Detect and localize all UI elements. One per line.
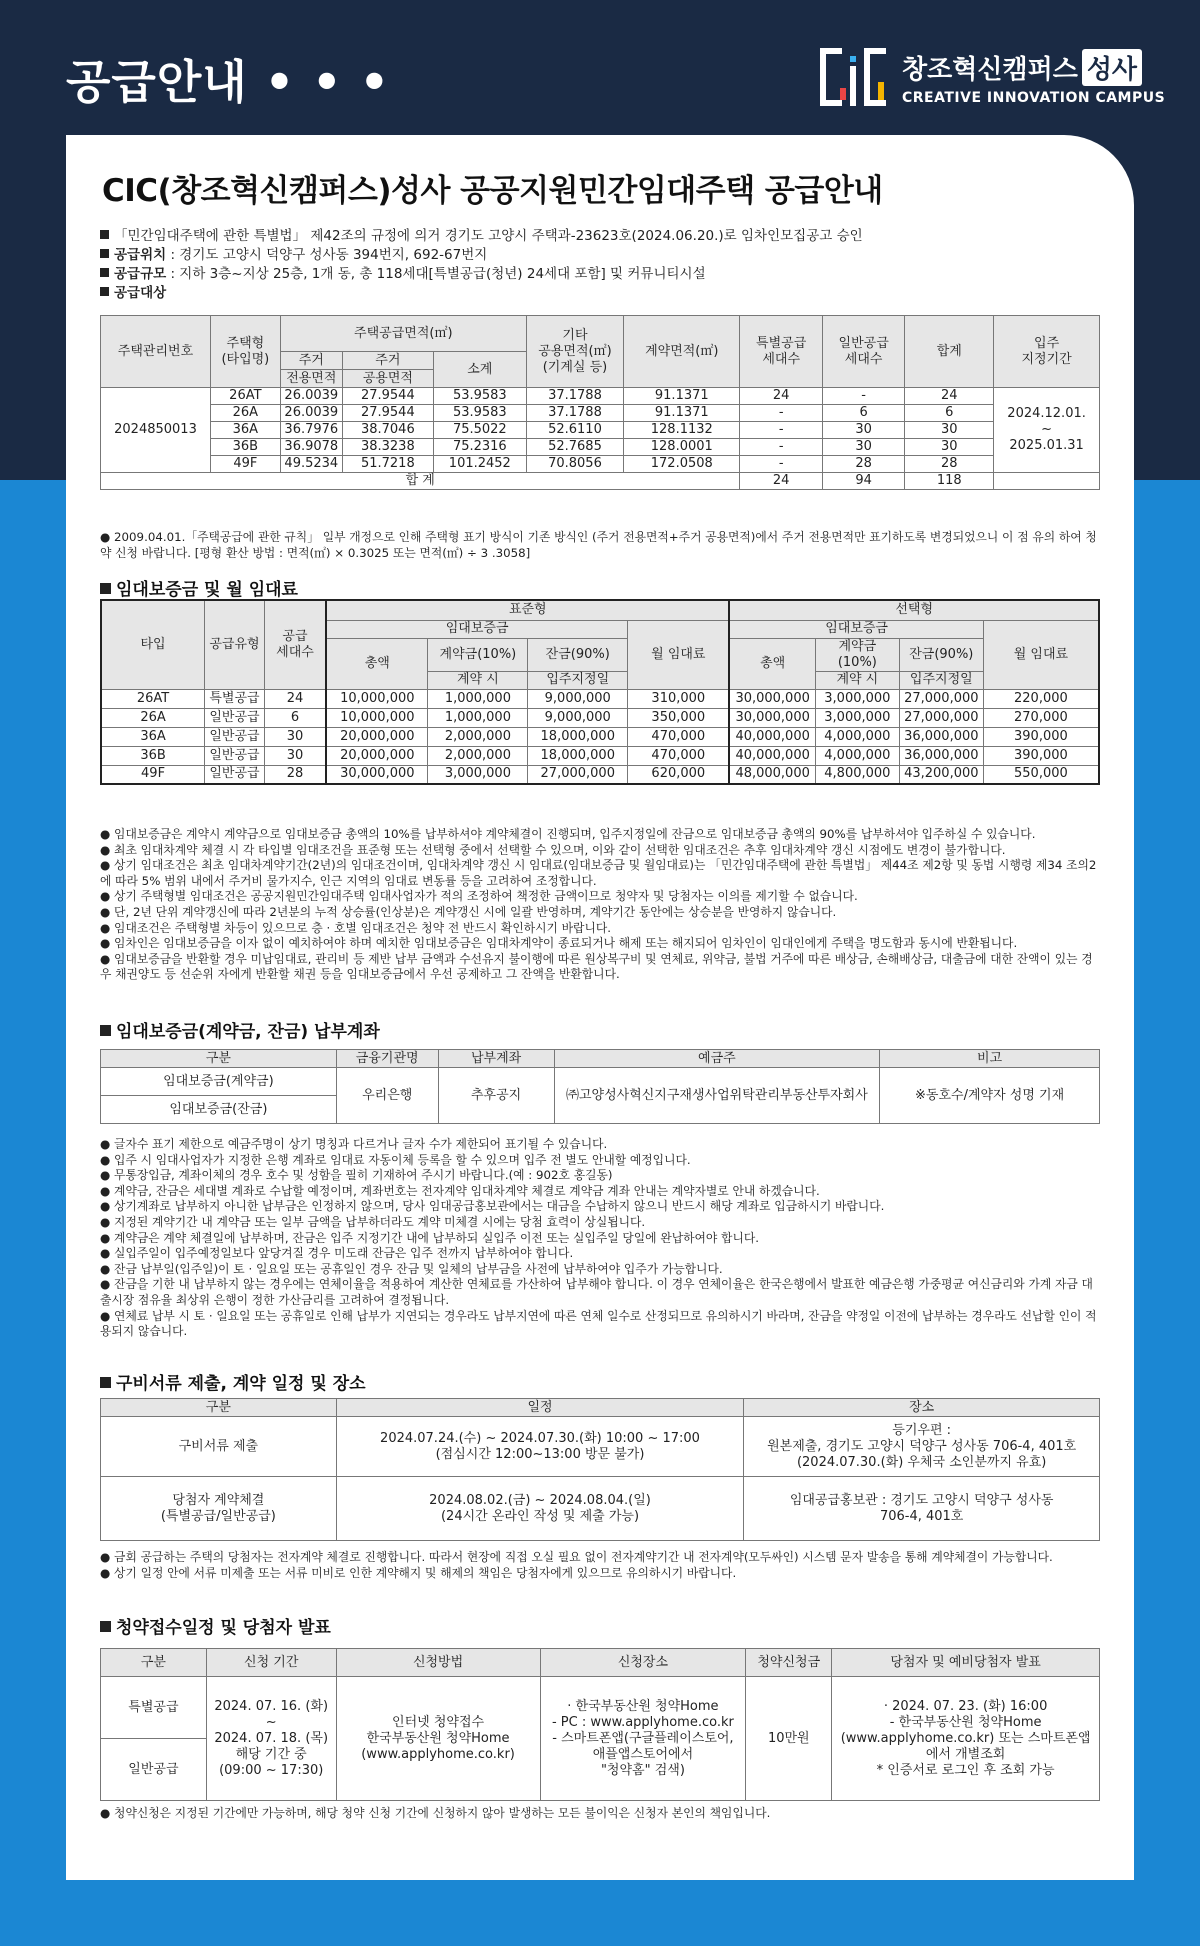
col-general: 일반공급 세대수 (822, 316, 904, 388)
supply-row (101, 388, 1100, 405)
col-mgmt-no: 주택관리번호 (101, 316, 211, 388)
supply-cell: 30 (905, 422, 994, 439)
col-holder: 예금주 (554, 1050, 880, 1068)
supply-cell: 30 (905, 439, 994, 456)
supply-cell: 6 (822, 405, 904, 422)
rent-row (101, 689, 1099, 708)
rent-cell: 2,000,000 (428, 746, 528, 765)
note-item: ● 계약금, 잔금은 세대별 계좌로 수납할 예정이며, 계좌번호는 전자계약 임대차계약 체결로 계약금 계좌 안내는 계약자별로 안내 하겠습니다. (100, 1183, 820, 1198)
supply-cell: 26A (210, 405, 280, 422)
contract-kind: 당첨자 계약체결 (특별공급/일반공급) (101, 1477, 337, 1541)
col-opt-down-sub: 계약 시 (815, 671, 899, 689)
rent-cell: 30,000,000 (326, 765, 428, 784)
col-std-down: 계약금(10%) (428, 638, 528, 671)
col-opt-monthly: 월 임대료 (983, 620, 1099, 689)
col-contract-area: 계약면적(㎡) (624, 316, 740, 388)
rent-cell: 28 (264, 765, 326, 784)
rent-section-title: 임대보증금 및 월 임대료 (100, 575, 298, 600)
rent-cell: 18,000,000 (528, 727, 628, 746)
rent-cell: 27,000,000 (528, 765, 628, 784)
mgmt-no: 2024850013 (101, 388, 211, 473)
rent-cell: 10,000,000 (326, 708, 428, 727)
col-type: 타입 (101, 600, 205, 689)
total-cell: 94 (822, 473, 904, 490)
rent-cell: 4,000,000 (815, 746, 899, 765)
col-optional: 선택형 (729, 600, 1099, 620)
rent-cell: 390,000 (983, 746, 1099, 765)
col-std-total: 총액 (326, 638, 428, 689)
intro-item: 「민간임대주택에 관한 특별법」 제42조의 규정에 의거 경기도 고양시 주택과-23623호(2024.06.20.)로 임차인모집공고 승인 (100, 227, 863, 246)
apply-announce: · 2024. 07. 23. (화) 16:00 - 한국부동산원 청약Home (www.applyhome.co.kr) 또는 스마트폰앱 에서 개별조회 * 인증서로 로그인 후 조회 가능 (832, 1677, 1100, 1801)
note-item: ● 지정된 계약기간 내 계약금 또는 일부 금액을 납부하더라도 계약 미체결 시에는 당첨 효력이 상실됩니다. (100, 1214, 646, 1229)
document-title: CIC(창조혁신캠퍼스)성사 공공지원민간임대주택 공급안내 (102, 173, 883, 209)
col-kind: 구분 (101, 1399, 337, 1417)
col-period: 신청 기간 (206, 1649, 336, 1677)
col-subtotal: 소계 (433, 352, 526, 388)
col-std-deposit: 임대보증금 (326, 620, 628, 638)
supply-cell: 36A (210, 422, 280, 439)
rent-cell: 30,000,000 (729, 689, 815, 708)
rent-cell: 470,000 (628, 727, 730, 746)
docs-place: 등기우편 : 원본제출, 경기도 고양시 덕양구 성사동 706-4, 401호 (2024.07.30.(화) 우체국 소인분까지 유효) (744, 1417, 1100, 1477)
col-remark: 비고 (880, 1050, 1100, 1068)
supply-cell: 52.6110 (526, 422, 623, 439)
supply-cell: 26.0039 (280, 405, 342, 422)
rent-cell: 27,000,000 (899, 708, 983, 727)
rent-cell: 일반공급 (205, 746, 265, 765)
col-method: 신청방법 (336, 1649, 540, 1677)
note-item: ● 무통장입금, 계좌이체의 경우 호수 및 성함을 필히 기재하여 주시기 바랍니다.(예 : 902호 홍길동) (100, 1168, 613, 1183)
col-area-group: 주택공급면적(㎡) (280, 316, 526, 352)
intro-item: 공급위치 : 경기도 고양시 덕양구 성사동 394번지, 692-67번지 (100, 246, 863, 265)
apply-table (100, 1648, 1100, 1801)
rent-cell: 40,000,000 (729, 746, 815, 765)
rent-row (101, 708, 1099, 727)
rent-cell: 350,000 (628, 708, 730, 727)
rent-notes (100, 827, 1100, 983)
supply-cell: 36B (210, 439, 280, 456)
total-empty (994, 473, 1100, 490)
col-resid-sub: 전용면적 (280, 370, 342, 388)
rent-cell: 43,200,000 (899, 765, 983, 784)
supply-cell: 28 (905, 456, 994, 473)
supply-cell: 128.0001 (624, 439, 740, 456)
supply-cell: 91.1371 (624, 388, 740, 405)
col-kind: 구분 (101, 1050, 337, 1068)
supply-cell: 24 (740, 388, 822, 405)
rent-cell: 620,000 (628, 765, 730, 784)
docs-table (100, 1398, 1100, 1541)
rent-cell: 3,000,000 (815, 689, 899, 708)
rent-cell: 일반공급 (205, 727, 265, 746)
rent-cell: 27,000,000 (899, 689, 983, 708)
col-special: 특별공급 세대수 (740, 316, 822, 388)
rent-cell: 3,000,000 (815, 708, 899, 727)
rent-cell: 4,800,000 (815, 765, 899, 784)
note-item: ● 상기 일정 안에 서류 미제출 또는 서류 미비로 인한 계약해지 및 해제의 책임은 당첨자에게 있으므로 유의하시기 바랍니다. (100, 1565, 737, 1580)
col-period: 입주 지정기간 (994, 316, 1100, 388)
total-label: 합 계 (101, 473, 740, 490)
supply-table (100, 315, 1100, 490)
col-opt-total: 총액 (729, 638, 815, 689)
account-table (100, 1049, 1100, 1124)
total-cell: 118 (905, 473, 994, 490)
rent-cell: 36B (101, 746, 205, 765)
col-units: 공급 세대수 (264, 600, 326, 689)
rent-cell: 36,000,000 (899, 746, 983, 765)
bank-name: 우리은행 (336, 1068, 438, 1124)
rent-cell: 24 (264, 689, 326, 708)
col-place: 장소 (744, 1399, 1100, 1417)
rent-cell: 550,000 (983, 765, 1099, 784)
supply-cell: 38.7046 (342, 422, 433, 439)
supply-cell: - (822, 388, 904, 405)
supply-cell: 70.8056 (526, 456, 623, 473)
col-opt-deposit: 임대보증금 (729, 620, 983, 638)
rent-cell: 20,000,000 (326, 727, 428, 746)
supply-row (101, 456, 1100, 473)
supply-cell: 53.9583 (433, 405, 526, 422)
rent-cell: 9,000,000 (528, 708, 628, 727)
rent-cell: 36A (101, 727, 205, 746)
account-notes (100, 1137, 1100, 1340)
supply-cell: 36.7976 (280, 422, 342, 439)
supply-row (101, 405, 1100, 422)
supply-cell: 49.5234 (280, 456, 342, 473)
note-item: ● 상기 임대조건은 최초 임대차계약기간(2년)의 임대조건이며, 임대차계약 갱신 시 임대료(임대보증금 및 월임대료)는 「민간임대주택에 관한 특별법」 제44조 제2항 및 동법 시행령 제34 조의2에 따라 5% 범위 내에서 주거비 물가지수, 인근 지역의 임대료 변동률 등을 고려하여 조정합니다. (100, 858, 1097, 888)
supply-cell: 37.1788 (526, 388, 623, 405)
supply-note: ● 2009.04.01.「주택공급에 관한 규칙」 일부 개정으로 인해 주택형 표기 방식이 기존 방식인 (주거 전용면적+주거 공용면적)에서 주거 전용면적만 표기하도록 변경되었으니 이 점 유의 하여 청약 신청 바랍니다. [평형 환산 방법 : 면적(㎡) × 0.3025 또는 면적(㎡) ÷ 3 .3058] (100, 530, 1097, 560)
supply-cell: 51.7218 (342, 456, 433, 473)
note-item: ● 잔금 납부일(입주일)이 토 · 일요일 또는 공휴일인 경우 잔금 및 일체의 납부금을 사전에 납부하여야 입주가 가능합니다. (100, 1261, 723, 1276)
cic-logo-icon (820, 48, 888, 106)
rent-cell: 3,000,000 (428, 765, 528, 784)
apply-place: · 한국부동산원 청약Home - PC : www.applyhome.co.kr - 스마트폰앱(구글플레이스토어, 애플앱스토어에서 "청약홈" 검색) (540, 1677, 746, 1801)
col-type: 주택형 (타입명) (210, 316, 280, 388)
total-cell: 24 (740, 473, 822, 490)
note-item: ● 잔금을 기한 내 납부하지 않는 경우에는 연체이율을 적용하여 계산한 연체료를 가산하여 납부해야 합니다. 이 경우 연체이율은 한국은행에서 발표한 예금은행 가중평균 여신금리와 가계 자금 대출시장 점유율 최상위 은행이 정한 가산금리를 고려하여 결정됩니다. (100, 1277, 1093, 1307)
col-std-down-sub: 계약 시 (428, 671, 528, 689)
account-section-title: 임대보증금(계약금, 잔금) 납부계좌 (100, 1017, 380, 1042)
apply-fee: 10만원 (746, 1677, 832, 1801)
account-number: 추후공지 (438, 1068, 554, 1124)
supply-cell: 101.2452 (433, 456, 526, 473)
supply-cell: 6 (905, 405, 994, 422)
supply-cell: 36.9078 (280, 439, 342, 456)
rent-row (101, 727, 1099, 746)
supply-total-row (101, 473, 1100, 490)
rent-cell: 4,000,000 (815, 727, 899, 746)
account-holder: ㈜고양성사혁신지구재생사업위탁관리부동산투자회사 (554, 1068, 880, 1124)
kind-special: 특별공급 (101, 1677, 207, 1739)
col-kind: 공급유형 (205, 600, 265, 689)
supply-row (101, 422, 1100, 439)
intro-list (100, 227, 863, 303)
logo-name: 창조혁신캠퍼스 (902, 54, 1078, 85)
docs-kind: 구비서류 제출 (101, 1417, 337, 1477)
col-bank: 금융기관명 (336, 1050, 438, 1068)
row-label: 임대보증금(계약금) (101, 1068, 337, 1096)
rent-cell: 36,000,000 (899, 727, 983, 746)
rent-cell: 9,000,000 (528, 689, 628, 708)
rent-cell: 49F (101, 765, 205, 784)
note-item: ● 연체료 납부 시 토 · 일요일 또는 공휴일로 인해 납부가 지연되는 경우라도 납부지연에 따른 연체 일수로 산정되므로 유의하시기 바라며, 잔금을 약정일 이전에 납부하는 경우라도 선납할 인이 적용되지 않습니다. (100, 1308, 1097, 1339)
logo-highlight: 성사 (1082, 49, 1142, 86)
rent-cell: 310,000 (628, 689, 730, 708)
row-label: 임대보증금(잔금) (101, 1096, 337, 1124)
rent-cell: 일반공급 (205, 708, 265, 727)
supply-cell: 53.9583 (433, 388, 526, 405)
note-item: ● 상기 주택형별 임대조건은 공공지원민간임대주택 임대사업자가 적의 조정하여 책정한 금액이므로 청약자 및 당첨자는 이의를 제기할 수 없습니다. (100, 889, 858, 904)
supply-cell: - (740, 422, 822, 439)
kind-general: 일반공급 (101, 1739, 207, 1801)
rent-cell: 2,000,000 (428, 727, 528, 746)
rent-cell: 30 (264, 746, 326, 765)
supply-cell: 91.1371 (624, 405, 740, 422)
note-item: ● 임대보증금을 반환할 경우 미납임대료, 관리비 등 제반 납부 금액과 수선유지 불이행에 따른 원상복구비 및 연체료, 위약금, 불법 거주에 따른 배상금, 손해배상금, 대출금에 대한 잔액이 있는 경우 채권양도 등 선순위 자에게 반환할 채권 등을 임대보증금에서 우선 공제하고 그 잔액을 반환합니다. (100, 951, 1093, 982)
col-std-balance: 잔금(90%) (528, 638, 628, 671)
supply-cell: 49F (210, 456, 280, 473)
account-remark: ※동호수/계약자 성명 기재 (880, 1068, 1100, 1124)
rent-cell: 40,000,000 (729, 727, 815, 746)
note-item: ● 글자수 표기 제한으로 예금주명이 상기 명칭과 다르거나 글자 수가 제한되어 표기될 수 있습니다. (100, 1137, 608, 1151)
supply-cell: 128.1132 (624, 422, 740, 439)
col-total: 합계 (905, 316, 994, 388)
supply-cell: 75.5022 (433, 422, 526, 439)
rent-cell: 특별공급 (205, 689, 265, 708)
supply-cell: 38.3238 (342, 439, 433, 456)
apply-period: 2024. 07. 16. (화) ~ 2024. 07. 18. (목) 해당 기간 중 (09:00 ~ 17:30) (206, 1677, 336, 1801)
rent-cell: 30,000,000 (729, 708, 815, 727)
col-opt-down: 계약금 (10%) (815, 638, 899, 671)
supply-cell: 27.9544 (342, 388, 433, 405)
col-account: 납부계좌 (438, 1050, 554, 1068)
note-item: ● 임대보증금은 계약시 계약금으로 임대보증금 총액의 10%를 납부하셔야 계약체결이 진행되며, 입주지정일에 잔금으로 임대보증금 총액의 90%를 납부하셔야 입주하실 수 있습니다. (100, 827, 1036, 841)
move-in-period: 2024.12.01. ~ 2025.01.31 (994, 388, 1100, 473)
contract-place: 임대공급홍보관 : 경기도 고양시 덕양구 성사동 706-4, 401호 (744, 1477, 1100, 1541)
note-item: ● 금회 공급하는 주택의 당첨자는 전자계약 체결로 진행합니다. 따라서 현장에 직접 오실 필요 없이 전자계약기간 내 전자계약(모두싸인) 시스템 문자 발송을 통해 계약체결이 가능합니다. (100, 1550, 1053, 1564)
supply-cell: 75.2316 (433, 439, 526, 456)
supply-cell: - (740, 439, 822, 456)
note-item: ● 단, 2년 단위 계약갱신에 따라 2년분의 누적 상승률(인상분)은 계약갱신 시에 일괄 반영하며, 계약기간 동안에는 상승분을 반영하지 않습니다. (100, 904, 837, 919)
docs-section-title: 구비서류 제출, 계약 일정 및 장소 (100, 1369, 366, 1394)
col-other-area: 기타 공용면적(㎡) (기계실 등) (526, 316, 623, 388)
rent-cell: 470,000 (628, 746, 730, 765)
rent-cell: 30 (264, 727, 326, 746)
logo-tagline: CREATIVE INNOVATION CAMPUS (902, 89, 1166, 106)
intro-item: 공급대상 (100, 284, 863, 303)
col-place: 신청장소 (540, 1649, 746, 1677)
apply-method: 인터넷 청약접수 한국부동산원 청약Home (www.applyhome.co.kr) (336, 1677, 540, 1801)
col-std-monthly: 월 임대료 (628, 620, 730, 689)
intro-item: 공급규모 : 지하 3층~지상 25층, 1개 동, 총 118세대[특별공급(청년) 24세대 포함] 및 커뮤니티시설 (100, 265, 863, 284)
supply-cell: - (740, 456, 822, 473)
rent-cell: 390,000 (983, 727, 1099, 746)
notice-card (66, 135, 1134, 1880)
rent-cell: 6 (264, 708, 326, 727)
supply-cell: 28 (822, 456, 904, 473)
rent-cell: 270,000 (983, 708, 1099, 727)
apply-note: ● 청약신청은 지정된 기간에만 가능하며, 해당 청약 신청 기간에 신청하지 않아 발생하는 모든 불이익은 신청자 본인의 책임입니다. (100, 1806, 771, 1820)
rent-cell: 일반공급 (205, 765, 265, 784)
col-std-balance-sub: 입주지정일 (528, 671, 628, 689)
rent-table (100, 599, 1100, 785)
rent-cell: 220,000 (983, 689, 1099, 708)
supply-cell: 26AT (210, 388, 280, 405)
supply-row (101, 439, 1100, 456)
note-item: ● 계약금은 계약 체결일에 납부하며, 잔금은 입주 지정기간 내에 납부하되 실입주 이전 또는 실입주일 당일에 완납하여야 합니다. (100, 1230, 759, 1245)
note-item: ● 입주 시 임대사업자가 지정한 은행 계좌로 임대료 자동이체 등록을 할 수 있으며 입주 전 별도 안내할 예정입니다. (100, 1152, 691, 1167)
col-opt-balance-sub: 입주지정일 (899, 671, 983, 689)
apply-section-title: 청약접수일정 및 당첨자 발표 (100, 1613, 331, 1638)
rent-row (101, 765, 1099, 784)
rent-cell: 1,000,000 (428, 689, 528, 708)
docs-notes (100, 1550, 1100, 1581)
rent-cell: 48,000,000 (729, 765, 815, 784)
supply-cell: 52.7685 (526, 439, 623, 456)
contract-schedule: 2024.08.02.(금) ~ 2024.08.04.(일) (24시간 온라인 작성 및 제출 가능) (336, 1477, 744, 1541)
col-kind: 구분 (101, 1649, 207, 1677)
col-opt-balance: 잔금(90%) (899, 638, 983, 671)
rent-cell: 18,000,000 (528, 746, 628, 765)
supply-cell: 172.0508 (624, 456, 740, 473)
col-fee: 청약신청금 (746, 1649, 832, 1677)
supply-cell: 24 (905, 388, 994, 405)
supply-cell: 37.1788 (526, 405, 623, 422)
rent-cell: 10,000,000 (326, 689, 428, 708)
supply-rows (101, 388, 1100, 490)
supply-cell: 30 (822, 422, 904, 439)
supply-cell: - (740, 405, 822, 422)
page-header-title: 공급안내 • • • (66, 55, 390, 109)
note-item: ● 임차인은 임대보증금을 이자 없이 예치하여야 하며 예치한 임대보증금은 임대차계약이 종료되거나 해제 또는 해지되어 임차인이 임대인에게 주택을 명도함과 동시에 반환됩니다. (100, 936, 1018, 951)
rent-cell: 1,000,000 (428, 708, 528, 727)
rent-row (101, 746, 1099, 765)
note-item: ● 최초 임대차계약 체결 시 각 타입별 임대조건을 표준형 또는 선택형 중에서 선택할 수 있으며, 이와 같이 선택한 임대조건은 추후 임대차계약 갱신 시점에도 변경이 불가합니다. (100, 842, 1006, 857)
supply-cell: 26.0039 (280, 388, 342, 405)
col-announce: 당첨자 및 예비당첨자 발표 (832, 1649, 1100, 1677)
col-standard: 표준형 (326, 600, 729, 620)
rent-cell: 26AT (101, 689, 205, 708)
col-common-sub: 공용면적 (342, 370, 433, 388)
supply-cell: 30 (822, 439, 904, 456)
rent-cell: 20,000,000 (326, 746, 428, 765)
cic-logo (820, 48, 1165, 106)
note-item: ● 임대조건은 주택형별 차등이 있으므로 층 · 호별 임대조건은 청약 전 반드시 확인하시기 바랍니다. (100, 920, 611, 935)
col-schedule: 일정 (336, 1399, 744, 1417)
note-item: ● 실입주일이 입주예정일보다 앞당겨질 경우 미도래 잔금은 입주 전까지 납부하여야 합니다. (100, 1246, 574, 1261)
col-common: 주거 (342, 352, 433, 370)
col-resid: 주거 (280, 352, 342, 370)
rent-cell: 26A (101, 708, 205, 727)
supply-cell: 27.9544 (342, 405, 433, 422)
docs-schedule: 2024.07.24.(수) ~ 2024.07.30.(화) 10:00 ~ 17:00 (점심시간 12:00~13:00 방문 불가) (336, 1417, 744, 1477)
note-item: ● 상기계좌로 납부하지 아니한 납부금은 인정하지 않으며, 당사 임대공급홍보관에서는 대금을 수납하지 않으니 반드시 해당 계좌로 입금하시기 바랍니다. (100, 1199, 885, 1214)
rent-rows (101, 689, 1099, 784)
